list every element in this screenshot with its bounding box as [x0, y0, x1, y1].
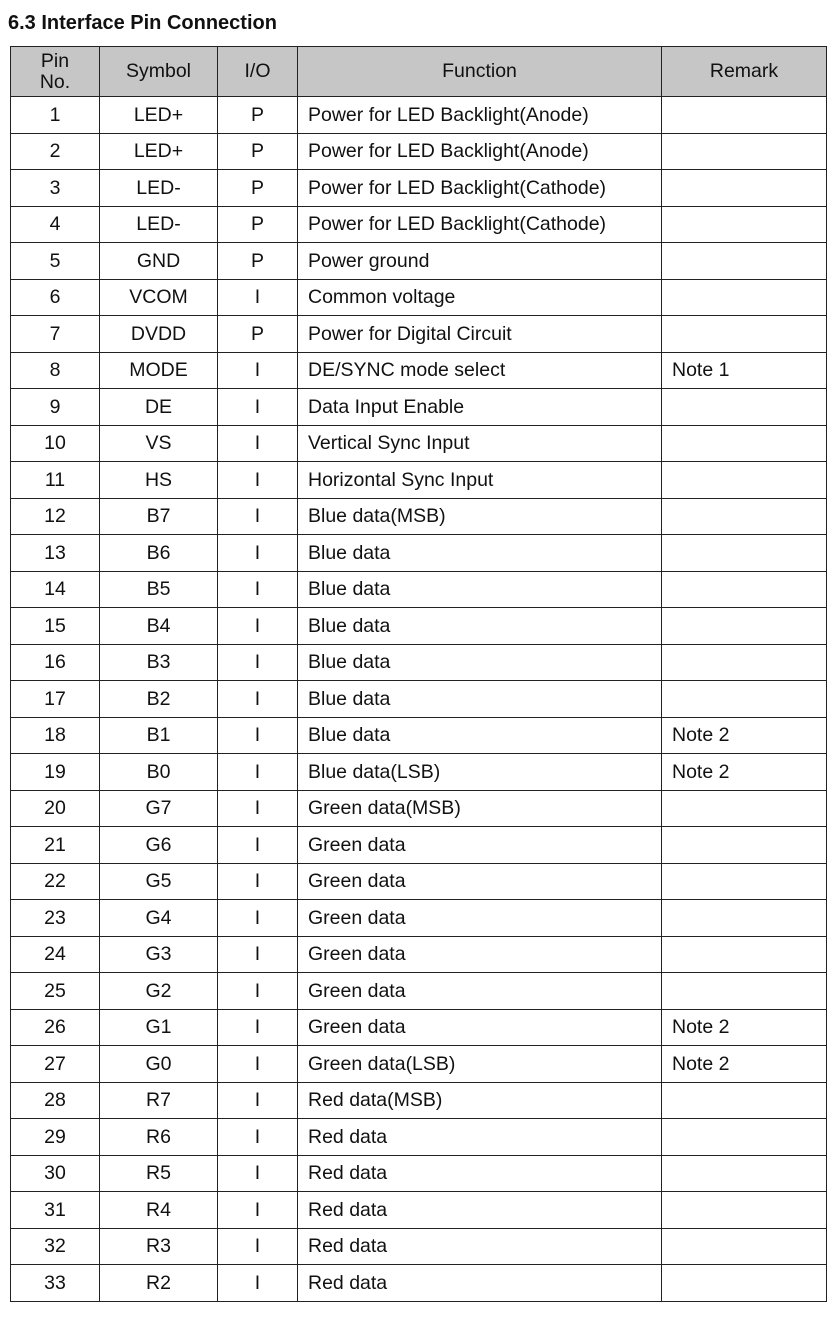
table-row [11, 571, 827, 608]
pin-connection-table [10, 46, 827, 1302]
table-row [11, 681, 827, 718]
header-function: Function [298, 47, 662, 97]
table-row [11, 754, 827, 791]
table-row [11, 316, 827, 353]
remark-cell [662, 170, 827, 207]
remark-cell [662, 316, 827, 353]
table-row [11, 206, 827, 243]
io-cell: I [218, 535, 298, 572]
io-cell: I [218, 900, 298, 937]
pin-number-cell: 27 [11, 1046, 100, 1083]
io-cell: P [218, 133, 298, 170]
remark-cell: Note 2 [662, 1009, 827, 1046]
function-cell: Data Input Enable [298, 389, 662, 426]
io-cell: I [218, 571, 298, 608]
remark-cell [662, 1265, 827, 1302]
pin-number-cell: 18 [11, 717, 100, 754]
symbol-cell: GND [100, 243, 218, 280]
function-cell: Green data(LSB) [298, 1046, 662, 1083]
table-row [11, 790, 827, 827]
header-pin-line1: Pin [40, 49, 70, 72]
symbol-cell: G3 [100, 936, 218, 973]
function-cell: Green data [298, 900, 662, 937]
symbol-cell: B6 [100, 535, 218, 572]
remark-cell [662, 863, 827, 900]
table-row [11, 900, 827, 937]
symbol-cell: LED+ [100, 97, 218, 134]
table-row [11, 863, 827, 900]
function-cell: Green data(MSB) [298, 790, 662, 827]
function-cell: Red data(MSB) [298, 1082, 662, 1119]
symbol-cell: B7 [100, 498, 218, 535]
remark-cell [662, 608, 827, 645]
table-row [11, 1119, 827, 1156]
pin-number-cell: 20 [11, 790, 100, 827]
pin-number-cell: 30 [11, 1155, 100, 1192]
table-row [11, 936, 827, 973]
function-cell: Red data [298, 1119, 662, 1156]
pin-number-cell: 10 [11, 425, 100, 462]
table-row [11, 425, 827, 462]
table-row [11, 1009, 827, 1046]
header-remark: Remark [662, 47, 827, 97]
remark-cell [662, 1155, 827, 1192]
symbol-cell: B2 [100, 681, 218, 718]
pin-number-cell: 3 [11, 170, 100, 207]
symbol-cell: R4 [100, 1192, 218, 1229]
pin-number-cell: 24 [11, 936, 100, 973]
symbol-cell: LED- [100, 170, 218, 207]
symbol-cell: DVDD [100, 316, 218, 353]
function-cell: Blue data [298, 571, 662, 608]
remark-cell [662, 1192, 827, 1229]
io-cell: P [218, 97, 298, 134]
header-pin-no [11, 47, 100, 97]
remark-cell [662, 1119, 827, 1156]
symbol-cell: G1 [100, 1009, 218, 1046]
pin-number-cell: 11 [11, 462, 100, 499]
table-row [11, 133, 827, 170]
remark-cell [662, 425, 827, 462]
function-cell: Power ground [298, 243, 662, 280]
io-cell: I [218, 1265, 298, 1302]
table-row [11, 608, 827, 645]
remark-cell [662, 1082, 827, 1119]
function-cell: Green data [298, 936, 662, 973]
io-cell: I [218, 425, 298, 462]
table-header [11, 47, 827, 97]
header-row [11, 47, 827, 97]
symbol-cell: VS [100, 425, 218, 462]
function-cell: Common voltage [298, 279, 662, 316]
remark-cell [662, 97, 827, 134]
io-cell: P [218, 316, 298, 353]
io-cell: P [218, 243, 298, 280]
function-cell: Red data [298, 1228, 662, 1265]
symbol-cell: B5 [100, 571, 218, 608]
remark-cell [662, 790, 827, 827]
io-cell: I [218, 717, 298, 754]
function-cell: Blue data [298, 644, 662, 681]
header-pin-line2: No. [39, 70, 71, 93]
io-cell: I [218, 863, 298, 900]
remark-cell [662, 243, 827, 280]
io-cell: I [218, 1082, 298, 1119]
table-row [11, 170, 827, 207]
pin-number-cell: 22 [11, 863, 100, 900]
io-cell: I [218, 1228, 298, 1265]
function-cell: Power for LED Backlight(Cathode) [298, 206, 662, 243]
io-cell: I [218, 827, 298, 864]
function-cell: Green data [298, 863, 662, 900]
remark-cell [662, 498, 827, 535]
table-row [11, 1046, 827, 1083]
symbol-cell: G7 [100, 790, 218, 827]
io-cell: I [218, 1009, 298, 1046]
symbol-cell: R6 [100, 1119, 218, 1156]
remark-cell [662, 681, 827, 718]
symbol-cell: G5 [100, 863, 218, 900]
remark-cell [662, 973, 827, 1010]
function-cell: Blue data(MSB) [298, 498, 662, 535]
function-cell: Green data [298, 973, 662, 1010]
io-cell: I [218, 1119, 298, 1156]
table-row [11, 97, 827, 134]
io-cell: I [218, 608, 298, 645]
remark-cell [662, 571, 827, 608]
function-cell: Power for LED Backlight(Anode) [298, 133, 662, 170]
table-row [11, 1155, 827, 1192]
table-row [11, 352, 827, 389]
symbol-cell: MODE [100, 352, 218, 389]
symbol-cell: DE [100, 389, 218, 426]
io-cell: I [218, 973, 298, 1010]
symbol-cell: R5 [100, 1155, 218, 1192]
pin-number-cell: 5 [11, 243, 100, 280]
function-cell: Blue data [298, 608, 662, 645]
pin-number-cell: 15 [11, 608, 100, 645]
function-cell: Red data [298, 1265, 662, 1302]
table-row [11, 1082, 827, 1119]
io-cell: I [218, 681, 298, 718]
io-cell: I [218, 754, 298, 791]
io-cell: I [218, 1046, 298, 1083]
symbol-cell: VCOM [100, 279, 218, 316]
io-cell: I [218, 1155, 298, 1192]
function-cell: Horizontal Sync Input [298, 462, 662, 499]
symbol-cell: R3 [100, 1228, 218, 1265]
symbol-cell: R7 [100, 1082, 218, 1119]
table-row [11, 535, 827, 572]
header-io: I/O [218, 47, 298, 97]
symbol-cell: B3 [100, 644, 218, 681]
pin-number-cell: 14 [11, 571, 100, 608]
io-cell: I [218, 389, 298, 426]
io-cell: I [218, 644, 298, 681]
pin-number-cell: 1 [11, 97, 100, 134]
table-row [11, 243, 827, 280]
pin-number-cell: 4 [11, 206, 100, 243]
table-row [11, 827, 827, 864]
function-cell: Blue data [298, 681, 662, 718]
remark-cell: Note 2 [662, 754, 827, 791]
pin-number-cell: 21 [11, 827, 100, 864]
pin-number-cell: 12 [11, 498, 100, 535]
remark-cell [662, 827, 827, 864]
symbol-cell: LED+ [100, 133, 218, 170]
remark-cell: Note 2 [662, 1046, 827, 1083]
function-cell: Power for LED Backlight(Anode) [298, 97, 662, 134]
function-cell: Green data [298, 1009, 662, 1046]
pin-number-cell: 2 [11, 133, 100, 170]
symbol-cell: LED- [100, 206, 218, 243]
function-cell: Power for LED Backlight(Cathode) [298, 170, 662, 207]
pin-number-cell: 8 [11, 352, 100, 389]
table-row [11, 717, 827, 754]
io-cell: P [218, 206, 298, 243]
table-row [11, 973, 827, 1010]
pin-number-cell: 6 [11, 279, 100, 316]
remark-cell [662, 1228, 827, 1265]
table-row [11, 644, 827, 681]
function-cell: DE/SYNC mode select [298, 352, 662, 389]
remark-cell [662, 279, 827, 316]
pin-number-cell: 26 [11, 1009, 100, 1046]
pin-number-cell: 29 [11, 1119, 100, 1156]
function-cell: Red data [298, 1155, 662, 1192]
function-cell: Vertical Sync Input [298, 425, 662, 462]
pin-number-cell: 31 [11, 1192, 100, 1229]
pin-number-cell: 17 [11, 681, 100, 718]
table-row [11, 1192, 827, 1229]
symbol-cell: G2 [100, 973, 218, 1010]
function-cell: Blue data [298, 535, 662, 572]
io-cell: P [218, 170, 298, 207]
function-cell: Blue data [298, 717, 662, 754]
io-cell: I [218, 1192, 298, 1229]
remark-cell [662, 206, 827, 243]
pin-number-cell: 16 [11, 644, 100, 681]
table-row [11, 1265, 827, 1302]
table-row [11, 279, 827, 316]
function-cell: Green data [298, 827, 662, 864]
pin-number-cell: 32 [11, 1228, 100, 1265]
io-cell: I [218, 352, 298, 389]
remark-cell [662, 133, 827, 170]
symbol-cell: G4 [100, 900, 218, 937]
remark-cell [662, 389, 827, 426]
pin-number-cell: 9 [11, 389, 100, 426]
symbol-cell: HS [100, 462, 218, 499]
pin-number-cell: 28 [11, 1082, 100, 1119]
section-title: 6.3 Interface Pin Connection [8, 12, 277, 34]
function-cell: Power for Digital Circuit [298, 316, 662, 353]
remark-cell [662, 900, 827, 937]
pin-number-cell: 13 [11, 535, 100, 572]
io-cell: I [218, 462, 298, 499]
symbol-cell: G6 [100, 827, 218, 864]
pin-number-cell: 23 [11, 900, 100, 937]
function-cell: Red data [298, 1192, 662, 1229]
pin-number-cell: 7 [11, 316, 100, 353]
symbol-cell: G0 [100, 1046, 218, 1083]
io-cell: I [218, 279, 298, 316]
table-row [11, 462, 827, 499]
pin-number-cell: 33 [11, 1265, 100, 1302]
header-symbol: Symbol [100, 47, 218, 97]
pin-number-cell: 19 [11, 754, 100, 791]
remark-cell [662, 462, 827, 499]
io-cell: I [218, 790, 298, 827]
remark-cell: Note 2 [662, 717, 827, 754]
symbol-cell: B0 [100, 754, 218, 791]
table-row [11, 498, 827, 535]
symbol-cell: B1 [100, 717, 218, 754]
symbol-cell: R2 [100, 1265, 218, 1302]
table-body [11, 97, 827, 1302]
remark-cell [662, 936, 827, 973]
symbol-cell: B4 [100, 608, 218, 645]
io-cell: I [218, 936, 298, 973]
pin-number-cell: 25 [11, 973, 100, 1010]
remark-cell [662, 535, 827, 572]
function-cell: Blue data(LSB) [298, 754, 662, 791]
io-cell: I [218, 498, 298, 535]
remark-cell [662, 644, 827, 681]
remark-cell: Note 1 [662, 352, 827, 389]
table-row [11, 1228, 827, 1265]
table-row [11, 389, 827, 426]
